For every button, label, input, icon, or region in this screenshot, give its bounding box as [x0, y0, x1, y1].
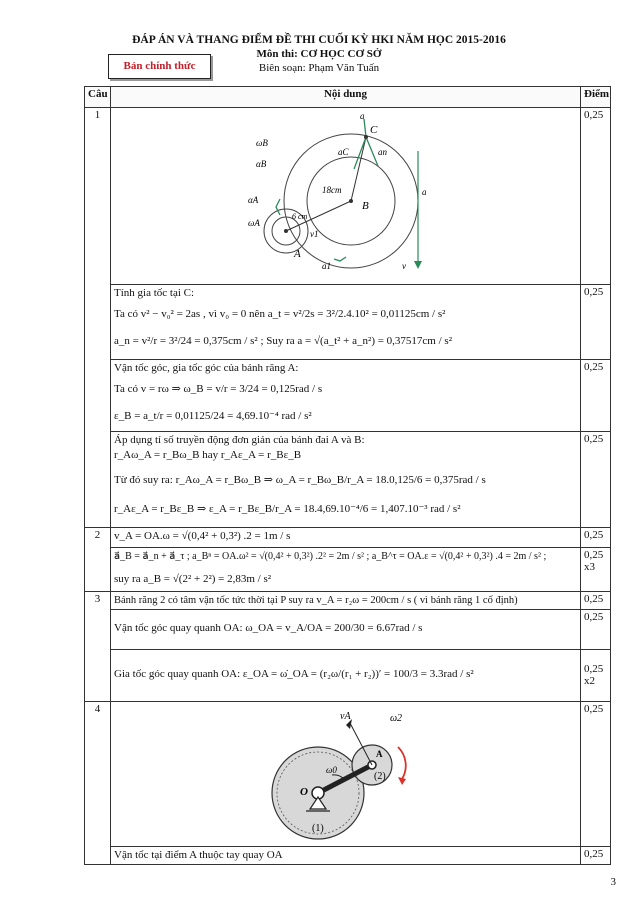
col-content-header: Nội dung	[111, 87, 581, 108]
q4-figure-score: 0,25	[581, 702, 611, 847]
q3-row3	[85, 650, 611, 702]
label-an: an	[377, 147, 387, 157]
pulley-figure	[246, 111, 446, 281]
q1-part2-line1: Ta có v = rω ⇒ ω_B = v/r = 3/24 = 0,125rad / s	[114, 383, 323, 395]
q1-part1-title: Tính gia tốc tại C:	[114, 287, 195, 299]
q4-line1-score: 0,25	[581, 847, 611, 865]
q1-part1-score: 0,25	[581, 285, 611, 360]
label-gear2: (2)	[373, 771, 386, 782]
q2-line2: a⃗_B = a⃗_n + a⃗_τ ; a_Bⁿ = OA.ω² = √(0,4² + 0,3²) .2² = 2m / s² ; a_B^τ = OA.ε = √(0,4² + 0,3²) .4 = 2m / s² ;	[114, 551, 547, 562]
q1-part3-line3: r_Aε_A = r_Bε_B ⇒ ε_A = r_Bε_B/r_A = 18.4,69.10⁻⁴/6 = 1,407.10⁻³ rad / s²	[114, 503, 461, 515]
q1-part2-line2: ε_B = a_t/r = 0,01125/24 = 4,69.10⁻⁴ rad / s²	[114, 410, 312, 422]
label-6cm: 6 cm	[291, 212, 307, 221]
label-va: vA	[339, 711, 351, 722]
q2-line23-cell	[111, 548, 581, 592]
q2-line23-score: 0,25	[584, 549, 604, 561]
col-score-header: Điểm	[581, 87, 611, 108]
q1-part1-line1: Ta có v² − v₀² = 2as , vì v₀ = 0 nên a_t = v²/2s = 3²/2.4.10² = 0,01125cm / s²	[114, 308, 446, 320]
q1-number: 1	[85, 108, 111, 528]
q4-number: 4	[85, 702, 111, 865]
q2-line23-mult: x3	[584, 561, 595, 573]
q3-line3-cell	[111, 650, 581, 702]
q2-line1: v_A = OA.ω = √(0,4² + 0,3²) .2 = 1m / s	[114, 530, 291, 542]
q1-part3-line1: r_Aω_A = r_Bω_B hay r_Aε_A = r_Bε_B	[114, 449, 302, 461]
label-b: B	[361, 200, 369, 212]
gear-crank-figure	[266, 705, 426, 843]
q2-line23-score-cell	[581, 548, 611, 592]
q3-line2-cell	[111, 610, 581, 650]
subject-line: Môn thi: CƠ HỌC CƠ SỞ	[256, 48, 382, 60]
q1-part1-line2: a_n = v²/r = 3²/24 = 0,375cm / s² ; Suy ra a = √(a_t² + a_n²) = 0,37517cm / s²	[114, 335, 453, 347]
label-v: v	[401, 261, 406, 271]
q3-line3-score: 0,25	[584, 663, 604, 675]
q2-number: 2	[85, 528, 111, 592]
q3-row2	[85, 610, 611, 650]
q2-row1	[85, 528, 611, 548]
q3-line1-score: 0,25	[581, 592, 611, 610]
q4-figure-row	[85, 702, 611, 847]
label-v1: v1	[309, 229, 318, 239]
q2-line1-cell	[111, 528, 581, 548]
q4-line1-cell	[111, 847, 581, 865]
q1-part1-row	[85, 285, 611, 360]
document-title: ĐÁP ÁN VÀ THANG ĐIỂM ĐỀ THI CUỐI KỲ HKI NĂM HỌC 2015-2016	[132, 34, 506, 46]
label-omega0: ω0	[325, 765, 337, 775]
q4-line1: Vận tốc tại điểm A thuộc tay quay OA	[114, 849, 283, 861]
q1-part3-row	[85, 432, 611, 528]
q3-line3: Gia tốc góc quay quanh OA: ε_OA = ω̇_OA = (r₂ω/(r₁ + r₂))′ = 100/3 = 3.3rad / s²	[114, 668, 474, 680]
label-alpha-b: αB	[255, 159, 266, 169]
q1-part3-title: Áp dụng tỉ số truyền động đơn giản của bánh đai A và B:	[114, 434, 365, 446]
official-stamp: Bản chính thức	[108, 54, 211, 79]
label-a-point: A	[293, 248, 301, 260]
label-ac: aC	[337, 147, 349, 157]
label-at: a	[359, 111, 364, 121]
table-header-row	[85, 87, 611, 108]
q1-part3-score: 0,25	[581, 432, 611, 528]
q3-line3-score-cell	[581, 650, 611, 702]
label-gear1: (1)	[311, 823, 324, 834]
label-omega-b: ωB	[255, 138, 268, 148]
page-number: 3	[610, 876, 616, 888]
label-alpha-a: αA	[247, 195, 258, 205]
q3-line2: Vận tốc góc quay quanh OA: ω_OA = v_A/OA = 200/30 = 6.67rad / s	[114, 622, 423, 634]
q3-row1	[85, 592, 611, 610]
col-question-header: Câu	[85, 87, 111, 108]
q2-line1-score: 0,25	[581, 528, 611, 548]
q4-row2	[85, 847, 611, 865]
label-a1: a1	[321, 261, 331, 271]
q2-row2	[85, 548, 611, 592]
label-a: a	[421, 187, 426, 197]
q3-number: 3	[85, 592, 111, 702]
q1-part2-title: Vận tốc góc, gia tốc góc của bánh răng A:	[114, 362, 299, 374]
q1-part3-content	[111, 432, 581, 528]
q3-line2-score: 0,25	[581, 610, 611, 650]
q4-figure-cell	[111, 702, 581, 847]
label-o: O	[299, 786, 308, 798]
q1-figure-row	[85, 108, 611, 285]
label-omega2: ω2	[389, 713, 402, 724]
q3-line3-mult: x2	[584, 675, 595, 687]
q3-line1-cell	[111, 592, 581, 610]
q1-part1-content	[111, 285, 581, 360]
answer-table	[84, 86, 611, 865]
label-18cm: 18cm	[321, 185, 341, 195]
q1-part3-line2: Từ đó suy ra: r_Aω_A = r_Bω_B ⇒ ω_A = r_Bω_B/r_A = 18.0,125/6 = 0,375rad / s	[114, 474, 486, 486]
q1-part2-score: 0,25	[581, 360, 611, 432]
q3-line1: Bánh răng 2 có tâm vận tốc tức thời tại P suy ra v_A = r₂ω = 200cm / s ( vì bánh răng 1 cố định)	[114, 595, 518, 606]
q1-part2-content	[111, 360, 581, 432]
q1-figure-cell	[111, 108, 581, 285]
author-line: Biên soạn: Phạm Văn Tuấn	[258, 62, 380, 74]
label-omega-a: ωA	[247, 218, 260, 228]
q2-line3: suy ra a_B = √(2² + 2²) = 2,83m / s²	[114, 573, 272, 585]
label-a-gear: A	[375, 749, 382, 759]
q1-figure-score: 0,25	[581, 108, 611, 285]
label-c: C	[369, 124, 377, 136]
q1-part2-row	[85, 360, 611, 432]
